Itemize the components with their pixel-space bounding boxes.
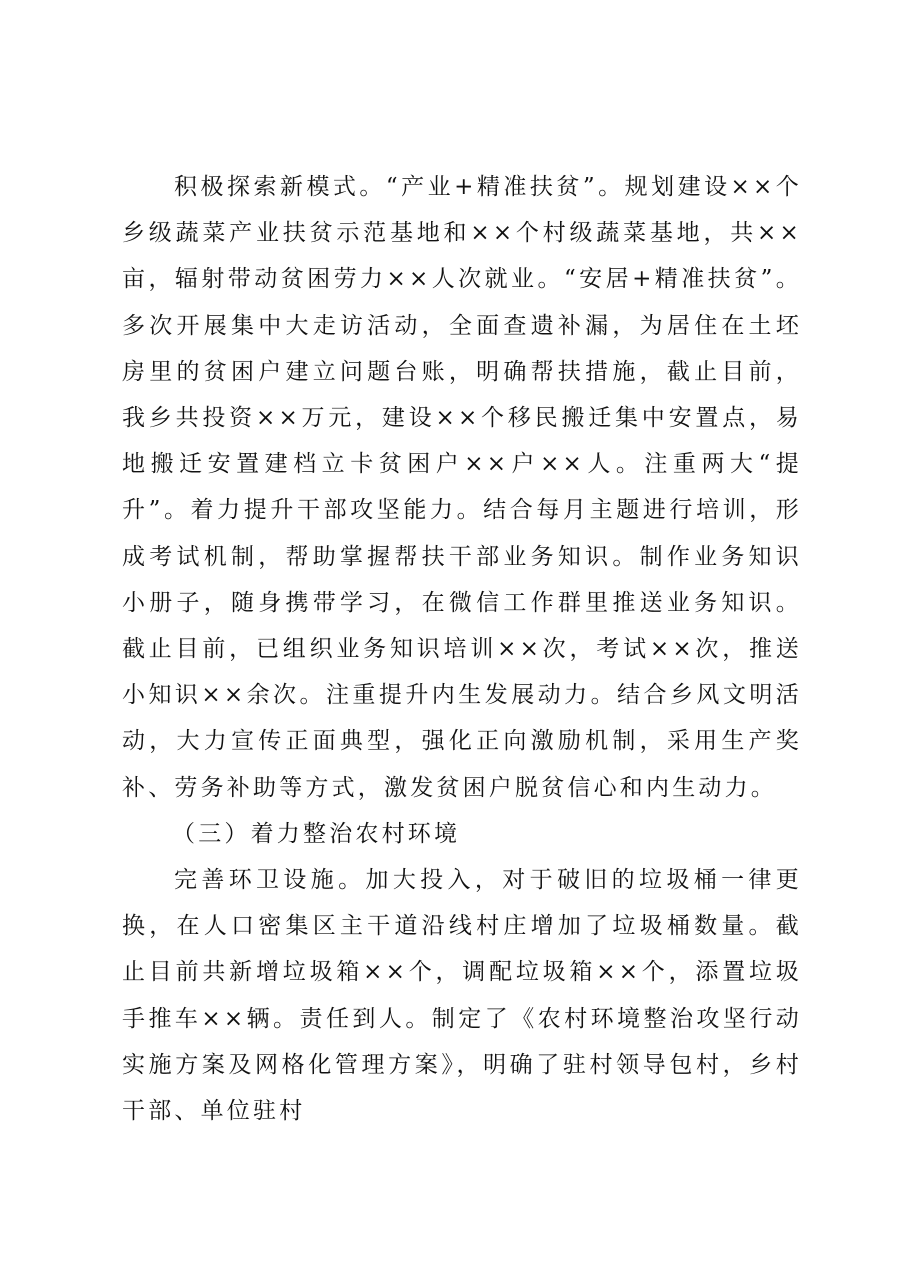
body-paragraph: 积极探索新模式。“产业+精准扶贫”。规划建设××个乡级蔬菜产业扶贫示范基地和××个村级蔬菜基地，共××亩，辐射带动贫困劳力××人次就业。“安居+精准扶贫”。多次开展集中大走访活动，全面查遗补漏，为居住在土坯房里的贫困户建立问题台账，明确帮扶措施，截止目前，我乡共投资××万元，建设××个移民搬迁集中安置点，易地搬迁安置建档立卡贫困户××户××人。注重两大“提升”。着力提升干部攻坚能力。结合每月主题进行培训，形成考试机制，帮助掌握帮扶干部业务知识。制作业务知识小册子，随身携带学习，在微信工作群里推送业务知识。截止目前，已组织业务知识培训××次，考试××次，推送小知识××余次。注重提升内生发展动力。结合乡风文明活动，大力宣传正面典型，强化正向激励机制，采用生产奖补、劳务补助等方式，激发贫困户脱贫信心和内生动力。 — [122, 174, 802, 801]
section-heading: （三）着力整治农村环境 — [172, 820, 461, 847]
document-body — [122, 164, 802, 1134]
body-paragraph: 完善环卫设施。加大投入，对于破旧的垃圾桶一律更换，在人口密集区主干道沿线村庄增加了垃圾桶数量。截止目前共新增垃圾箱××个，调配垃圾箱××个，添置垃圾手推车××辆。责任到人。制定了《农村环境整治攻坚行动实施方案及网格化管理方案》，明确了驻村领导包村，乡村干部、单位驻村 — [122, 867, 802, 1125]
